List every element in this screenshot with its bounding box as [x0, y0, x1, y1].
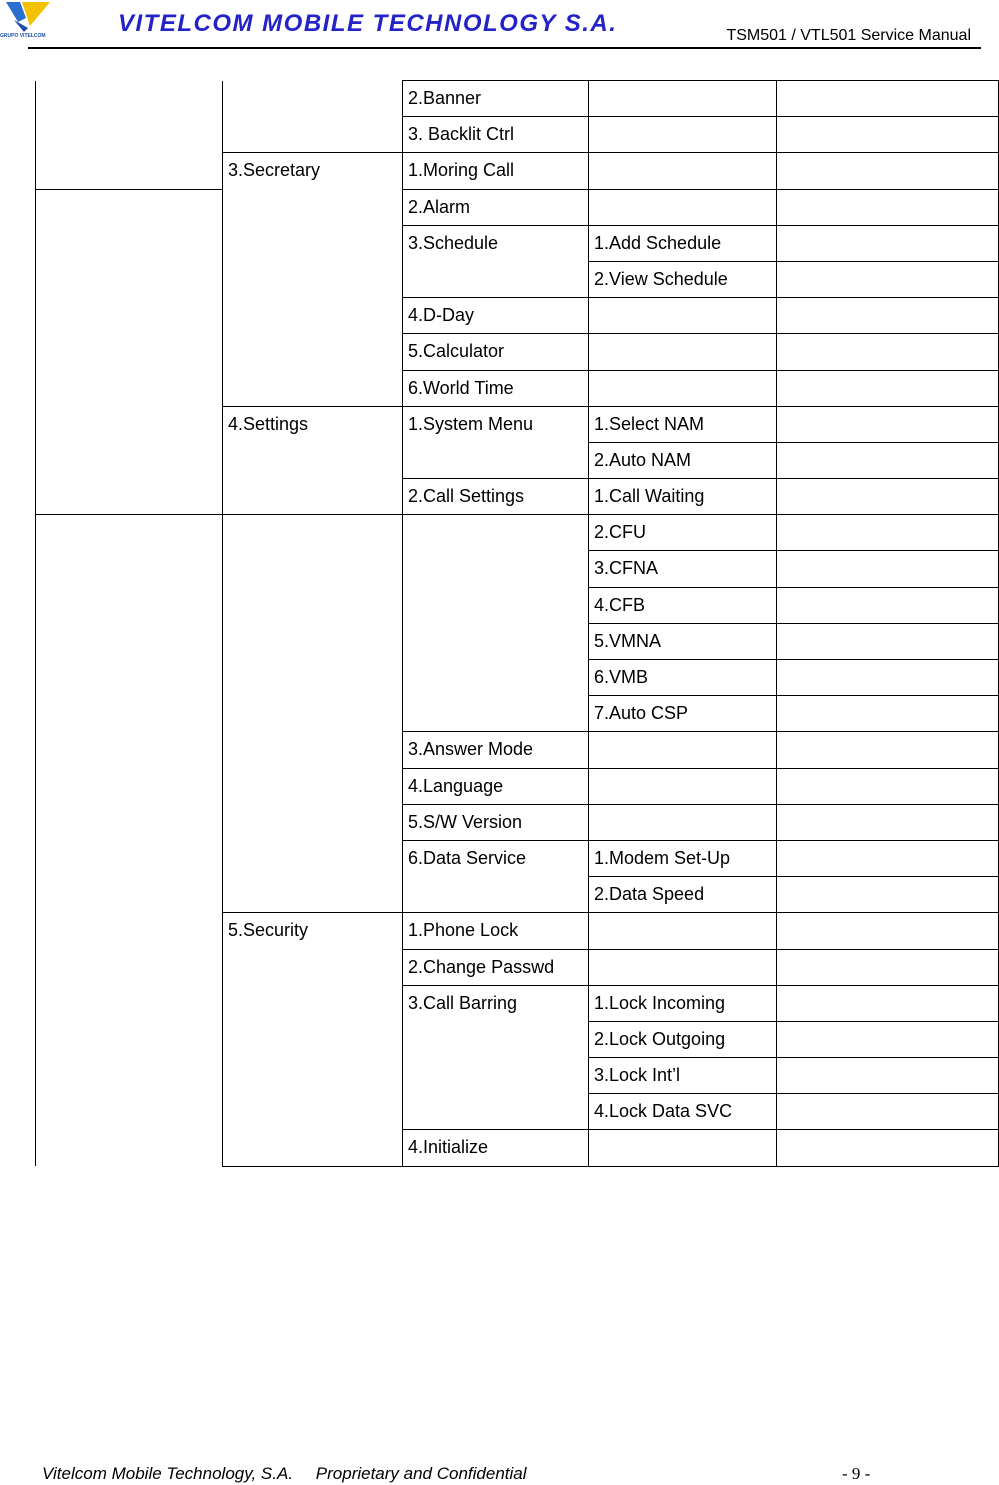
- menu-item: 1.Moring Call: [403, 153, 589, 189]
- submenu-item: 2.Auto NAM: [589, 442, 777, 478]
- company-brand: VITELCOM MOBILE TECHNOLOGY S.A.: [118, 10, 618, 37]
- submenu-item: 1.Add Schedule: [589, 225, 777, 261]
- menu-item: 6.Data Service: [403, 840, 589, 912]
- menu-group: 3.Secretary: [223, 153, 403, 406]
- submenu-item: 4.CFB: [589, 587, 777, 623]
- menu-item: 1.Phone Lock: [403, 913, 589, 949]
- menu-item: 5.S/W Version: [403, 804, 589, 840]
- table-row: [36, 189, 999, 225]
- footer-confidential: Proprietary and Confidential: [315, 1464, 527, 1483]
- menu-item: 4.Initialize: [403, 1130, 589, 1166]
- logo-caption: GRUPO VITELCOM: [0, 33, 46, 39]
- submenu-item: 4.Lock Data SVC: [589, 1094, 777, 1130]
- menu-item: 5.Calculator: [403, 334, 589, 370]
- header-rule: [28, 47, 981, 49]
- submenu-item: 2.View Schedule: [589, 261, 777, 297]
- manual-title: TSM501 / VTL501 Service Manual: [726, 27, 971, 44]
- menu-item: 4.D-Day: [403, 298, 589, 334]
- menu-group: 5.Security: [223, 913, 403, 1166]
- submenu-item: 2.CFU: [589, 515, 777, 551]
- submenu-item: 1.Select NAM: [589, 406, 777, 442]
- submenu-item: 1.Call Waiting: [589, 479, 777, 515]
- footer-company: Vitelcom Mobile Technology, S.A.: [42, 1464, 294, 1483]
- menu-item: 1.System Menu: [403, 406, 589, 478]
- menu-item: 3.Call Barring: [403, 985, 589, 1130]
- menu-item: 2.Change Passwd: [403, 949, 589, 985]
- menu-item: 2.Banner: [403, 81, 589, 117]
- page-footer: [42, 1464, 545, 1484]
- submenu-item: 1.Modem Set-Up: [589, 840, 777, 876]
- page-number: - 9 -: [842, 1464, 871, 1483]
- vitelcom-logo: [0, 0, 52, 40]
- menu-group: 4.Settings: [223, 406, 403, 515]
- menu-item: 3.Schedule: [403, 225, 589, 297]
- submenu-item: 1.Lock Incoming: [589, 985, 777, 1021]
- submenu-item: 3.Lock Int’l: [589, 1058, 777, 1094]
- submenu-item: 5.VMNA: [589, 623, 777, 659]
- submenu-item: 2.Lock Outgoing: [589, 1021, 777, 1057]
- menu-item: 2.Alarm: [403, 189, 589, 225]
- menu-tree-table: [35, 80, 999, 1167]
- submenu-item: 3.CFNA: [589, 551, 777, 587]
- menu-item: 3. Backlit Ctrl: [403, 117, 589, 153]
- menu-item: 2.Call Settings: [403, 479, 589, 515]
- submenu-item: 6.VMB: [589, 660, 777, 696]
- table-row: [36, 515, 999, 551]
- menu-item: 4.Language: [403, 768, 589, 804]
- menu-item: 6.World Time: [403, 370, 589, 406]
- submenu-item: 7.Auto CSP: [589, 696, 777, 732]
- menu-item: 3.Answer Mode: [403, 732, 589, 768]
- submenu-item: 2.Data Speed: [589, 877, 777, 913]
- table-row: [36, 81, 999, 117]
